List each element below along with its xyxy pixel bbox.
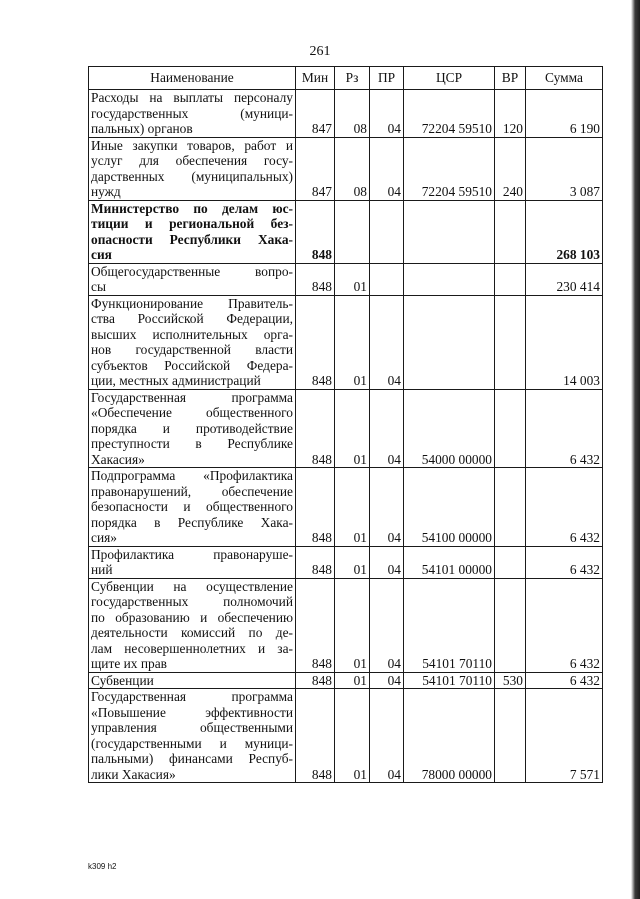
- row-name-line: государственных (муници-: [91, 105, 293, 121]
- row-name-line: сия: [91, 247, 112, 262]
- cell-vr: [495, 468, 526, 547]
- cell-min: 848: [296, 200, 335, 263]
- column-header-name: Наименование: [89, 67, 296, 90]
- row-name-line: Общегосударственные вопро-: [91, 263, 293, 279]
- row-name-line: Профилактика правонаруше-: [91, 546, 293, 562]
- row-name-line: субъектов Российской Федера-: [91, 357, 293, 373]
- cell-min: 848: [296, 263, 335, 295]
- cell-min: 848: [296, 468, 335, 547]
- table-row: [89, 137, 603, 200]
- cell-sum: 268 103: [526, 200, 603, 263]
- cell-pr: [370, 263, 404, 295]
- cell-csr: 54101 70110: [404, 578, 495, 672]
- row-name-line: деятельности комиссий по де-: [91, 625, 293, 640]
- row-name-line: сия»: [91, 530, 117, 545]
- cell-rz: 01: [335, 578, 370, 672]
- cell-min: 848: [296, 295, 335, 389]
- cell-rz: 01: [335, 672, 370, 689]
- row-name-line: Субвенции на осуществление: [91, 578, 293, 594]
- row-name-cell: [89, 200, 296, 263]
- cell-pr: 04: [370, 137, 404, 200]
- table-row: [89, 578, 603, 672]
- cell-csr: 54000 00000: [404, 389, 495, 468]
- cell-sum: 230 414: [526, 263, 603, 295]
- cell-pr: 04: [370, 546, 404, 578]
- row-name-line: Подпрограмма «Профилактика: [91, 468, 293, 483]
- row-name-line: нужд: [91, 184, 121, 199]
- cell-rz: [335, 200, 370, 263]
- row-name-line: высших исполнительных орга-: [91, 326, 293, 342]
- table-body: [89, 90, 603, 783]
- row-name-cell: [89, 546, 296, 578]
- table-row: [89, 389, 603, 468]
- cell-rz: 01: [335, 389, 370, 468]
- column-header-sum: Сумма: [526, 67, 603, 90]
- row-name-line: преступности в Республике: [91, 436, 293, 451]
- row-name-line: безопасности и общественного: [91, 499, 293, 514]
- row-name-cell: [89, 263, 296, 295]
- cell-rz: 08: [335, 137, 370, 200]
- row-name-line: государственных полномочий: [91, 594, 293, 609]
- cell-pr: 04: [370, 389, 404, 468]
- cell-rz: 01: [335, 263, 370, 295]
- row-name-cell: [89, 90, 296, 138]
- row-name-line: пальных) органов: [91, 121, 193, 136]
- row-name-line: нов государственной власти: [91, 342, 293, 357]
- cell-rz: 01: [335, 295, 370, 389]
- table-row: [89, 546, 603, 578]
- cell-pr: 04: [370, 295, 404, 389]
- cell-min: 848: [296, 546, 335, 578]
- cell-rz: 08: [335, 90, 370, 138]
- cell-sum: 6 432: [526, 468, 603, 547]
- cell-min: 847: [296, 90, 335, 138]
- cell-vr: [495, 389, 526, 468]
- row-name-line: Государственная программа: [91, 689, 293, 704]
- cell-csr: [404, 295, 495, 389]
- row-name-line: ства Российской Федерации,: [91, 311, 293, 326]
- cell-vr: 530: [495, 672, 526, 689]
- cell-sum: 6 432: [526, 578, 603, 672]
- row-name-line: Государственная программа: [91, 389, 293, 405]
- budget-table: [88, 66, 603, 783]
- cell-pr: 04: [370, 90, 404, 138]
- cell-csr: 78000 00000: [404, 689, 495, 783]
- column-header-pr: ПР: [370, 67, 404, 90]
- cell-sum: 14 003: [526, 295, 603, 389]
- scan-edge: [631, 0, 640, 899]
- row-name-line: правонарушений, обеспечение: [91, 483, 293, 499]
- cell-rz: 01: [335, 468, 370, 547]
- table-row: [89, 672, 603, 689]
- row-name-line: порядка и противодействие: [91, 420, 293, 436]
- page-number: 261: [309, 44, 331, 59]
- cell-min: 848: [296, 389, 335, 468]
- row-name-cell: [89, 578, 296, 672]
- row-name-line: Расходы на выплаты персоналу: [91, 90, 293, 105]
- row-name-line: щите их прав: [91, 656, 167, 671]
- row-name-line: управления общественными: [91, 720, 293, 735]
- row-name-line: услуг для обеспечения госу-: [91, 153, 293, 168]
- cell-min: 848: [296, 672, 335, 689]
- cell-vr: 120: [495, 90, 526, 138]
- cell-csr: 72204 59510: [404, 90, 495, 138]
- row-name-cell: [89, 672, 296, 689]
- cell-sum: 6 432: [526, 546, 603, 578]
- cell-pr: 04: [370, 689, 404, 783]
- cell-csr: 54101 70110: [404, 672, 495, 689]
- cell-rz: 01: [335, 689, 370, 783]
- cell-vr: [495, 578, 526, 672]
- cell-min: 848: [296, 689, 335, 783]
- table-row: [89, 295, 603, 389]
- cell-sum: 6 432: [526, 389, 603, 468]
- column-header-vr: ВР: [495, 67, 526, 90]
- row-name-cell: [89, 389, 296, 468]
- cell-csr: 54100 00000: [404, 468, 495, 547]
- cell-vr: [495, 263, 526, 295]
- row-name-line: опасности Республики Хака-: [91, 231, 293, 247]
- column-header-rz: Рз: [335, 67, 370, 90]
- row-name-cell: [89, 468, 296, 547]
- cell-csr: 54101 00000: [404, 546, 495, 578]
- row-name-line: Министерство по делам юс-: [91, 200, 293, 216]
- row-name-cell: [89, 137, 296, 200]
- cell-csr: 72204 59510: [404, 137, 495, 200]
- cell-vr: [495, 200, 526, 263]
- row-name-line: дарственных (муниципальных): [91, 168, 293, 184]
- table-row: [89, 200, 603, 263]
- row-name-line: «Повышение эффективности: [91, 704, 293, 720]
- table-row: [89, 468, 603, 547]
- table-row: [89, 689, 603, 783]
- cell-sum: 7 571: [526, 689, 603, 783]
- cell-csr: [404, 263, 495, 295]
- row-name-line: (государственными и муници-: [91, 735, 293, 751]
- cell-sum: 3 087: [526, 137, 603, 200]
- table-header-row: [89, 67, 603, 90]
- row-name-line: лики Хакасия»: [91, 766, 176, 782]
- column-header-csr: ЦСР: [404, 67, 495, 90]
- row-name-line: тиции и региональной без-: [91, 216, 293, 231]
- table-row: [89, 90, 603, 138]
- row-name-line: Иные закупки товаров, работ и: [91, 137, 293, 153]
- cell-pr: 04: [370, 578, 404, 672]
- cell-vr: [495, 546, 526, 578]
- row-name-cell: [89, 689, 296, 783]
- cell-sum: 6 190: [526, 90, 603, 138]
- row-name-line: порядка в Республике Хака-: [91, 514, 293, 530]
- cell-pr: [370, 200, 404, 263]
- cell-min: 847: [296, 137, 335, 200]
- row-name-line: Хакасия»: [91, 451, 145, 467]
- table-row: [89, 263, 603, 295]
- row-name-cell: [89, 295, 296, 389]
- cell-vr: 240: [495, 137, 526, 200]
- row-name-line: сы: [91, 279, 106, 294]
- cell-sum: 6 432: [526, 672, 603, 689]
- cell-min: 848: [296, 578, 335, 672]
- cell-pr: 04: [370, 672, 404, 689]
- cell-vr: [495, 689, 526, 783]
- row-name-line: ний: [91, 562, 113, 577]
- column-header-min: Мин: [296, 67, 335, 90]
- row-name-line: ции, местных администраций: [91, 373, 261, 388]
- cell-rz: 01: [335, 546, 370, 578]
- cell-csr: [404, 200, 495, 263]
- row-name-line: пальными) финансами Респуб-: [91, 751, 293, 766]
- row-name-line: Субвенции: [91, 672, 154, 688]
- footer-code: k309 h2: [88, 862, 117, 871]
- row-name-line: лам несовершеннолетних и за-: [91, 640, 293, 656]
- row-name-line: «Обеспечение общественного: [91, 405, 293, 420]
- row-name-line: Функционирование Правитель-: [91, 295, 293, 311]
- cell-vr: [495, 295, 526, 389]
- row-name-line: по образованию и обеспечению: [91, 609, 293, 625]
- cell-pr: 04: [370, 468, 404, 547]
